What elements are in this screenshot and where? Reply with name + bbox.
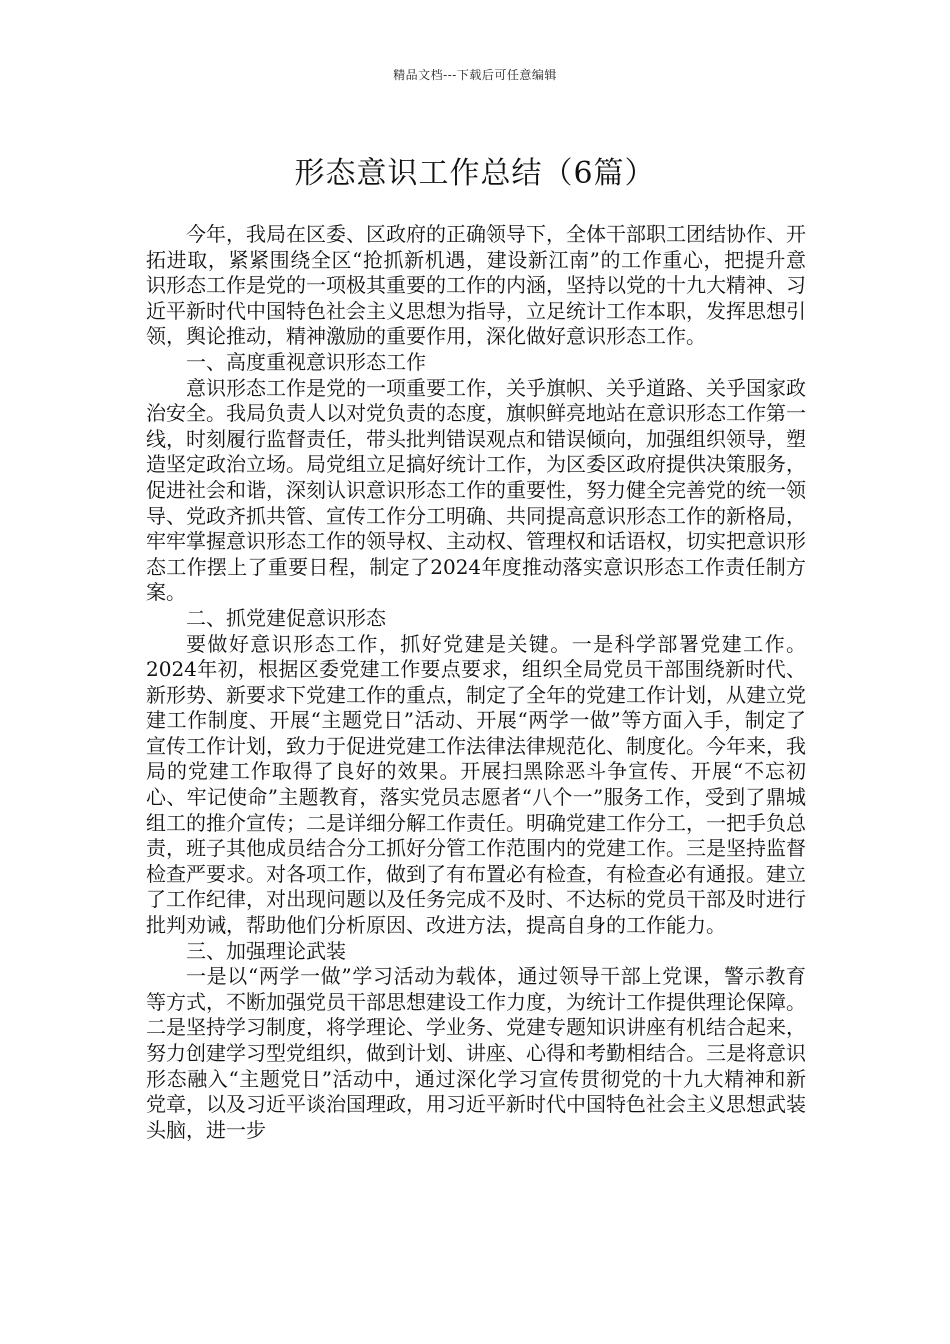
section-heading-1: 一、高度重视意识形态工作 [186,349,426,374]
section-3-paragraph: 一是以“两学一做”学习活动为载体，通过领导干部上党课，警示教育等方式，不断加强党员干部思想建设工作力度，为统计工作提供理论保障。二是坚持学习制度，将学理论、学业务、党建专题知识讲座有机结合起来，努力创建学习型党组织，做到计划、讲座、心得和考勤相结合。三是将意识形态融入“主题党日”活动中，通过深化学习宣传贯彻党的十九大精神和新党章，以及习近平谈治国理政，用习近平新时代中国特色社会主义思想武装头脑，进一步 [146,964,806,1142]
page-header-note: 精品文档---下载后可任意编辑 [393,68,557,82]
document-title: 形态意识工作总结（6篇） [294,156,656,192]
section-2-paragraph: 要做好意识形态工作，抓好党建是关键。一是科学部署党建工作。2024年初，根据区委党建工作要点要求，组织全局党员干部围绕新时代、新形势、新要求下党建工作的重点，制定了全年的党建工作计划，从建立党建工作制度、开展“主题党日”活动、开展“两学一做”等方面入手，制定了宣传工作计划，致力于促进党建工作法律法律规范化、制度化。今年来，我局的党建工作取得了良好的效果。开展扫黑除恶斗争宣传、开展“不忘初心、牢记使命”主题教育，落实党员志愿者“八个一”服务工作，受到了鼎城组工的推介宣传；二是详细分解工作责任。明确党建工作分工，一把手负总责，班子其他成员结合分工抓好分管工作范围内的党建工作。三是坚持监督检查严要求。对各项工作，做到了有布置必有检查，有检查必有通报。建立了工作纪律，对出现问题以及任务完成不及时、不达标的党员干部及时进行批判劝诫，帮助他们分析原因、改进方法，提高自身的工作能力。 [146,631,806,938]
section-1-paragraph: 意识形态工作是党的一项重要工作，关乎旗帜、关乎道路、关乎国家政治安全。我局负责人以对党负责的态度，旗帜鲜亮地站在意识形态工作第一线，时刻履行监督责任，带头批判错误观点和错误倾向，加强组织领导，塑造坚定政治立场。局党组立足搞好统计工作，为区委区政府提供决策服务，促进社会和谐，深刻认识意识形态工作的重要性，努力健全完善党的统一领导、党政齐抓共管、宣传工作分工明确、共同提高意识形态工作的新格局，牢牢掌握意识形态工作的领导权、主动权、管理权和话语权，切实把意识形态工作摆上了重要日程，制定了2024年度推动落实意识形态工作责任制方案。 [146,375,806,605]
section-heading-2: 二、抓党建促意识形态 [186,605,386,630]
intro-paragraph: 今年，我局在区委、区政府的正确领导下，全体干部职工团结协作、开拓进取，紧紧围绕全区“抢抓新机遇，建设新江南”的工作重心，把提升意识形态工作是党的一项极其重要的工作的内涵，坚持以党的十九大精神、习近平新时代中国特色社会主义思想为指导，立足统计工作本职，发挥思想引领，舆论推动，精神激励的重要作用，深化做好意识形态工作。 [146,222,806,349]
section-heading-3: 三、加强理论武装 [186,938,346,963]
document-body [146,222,806,1143]
